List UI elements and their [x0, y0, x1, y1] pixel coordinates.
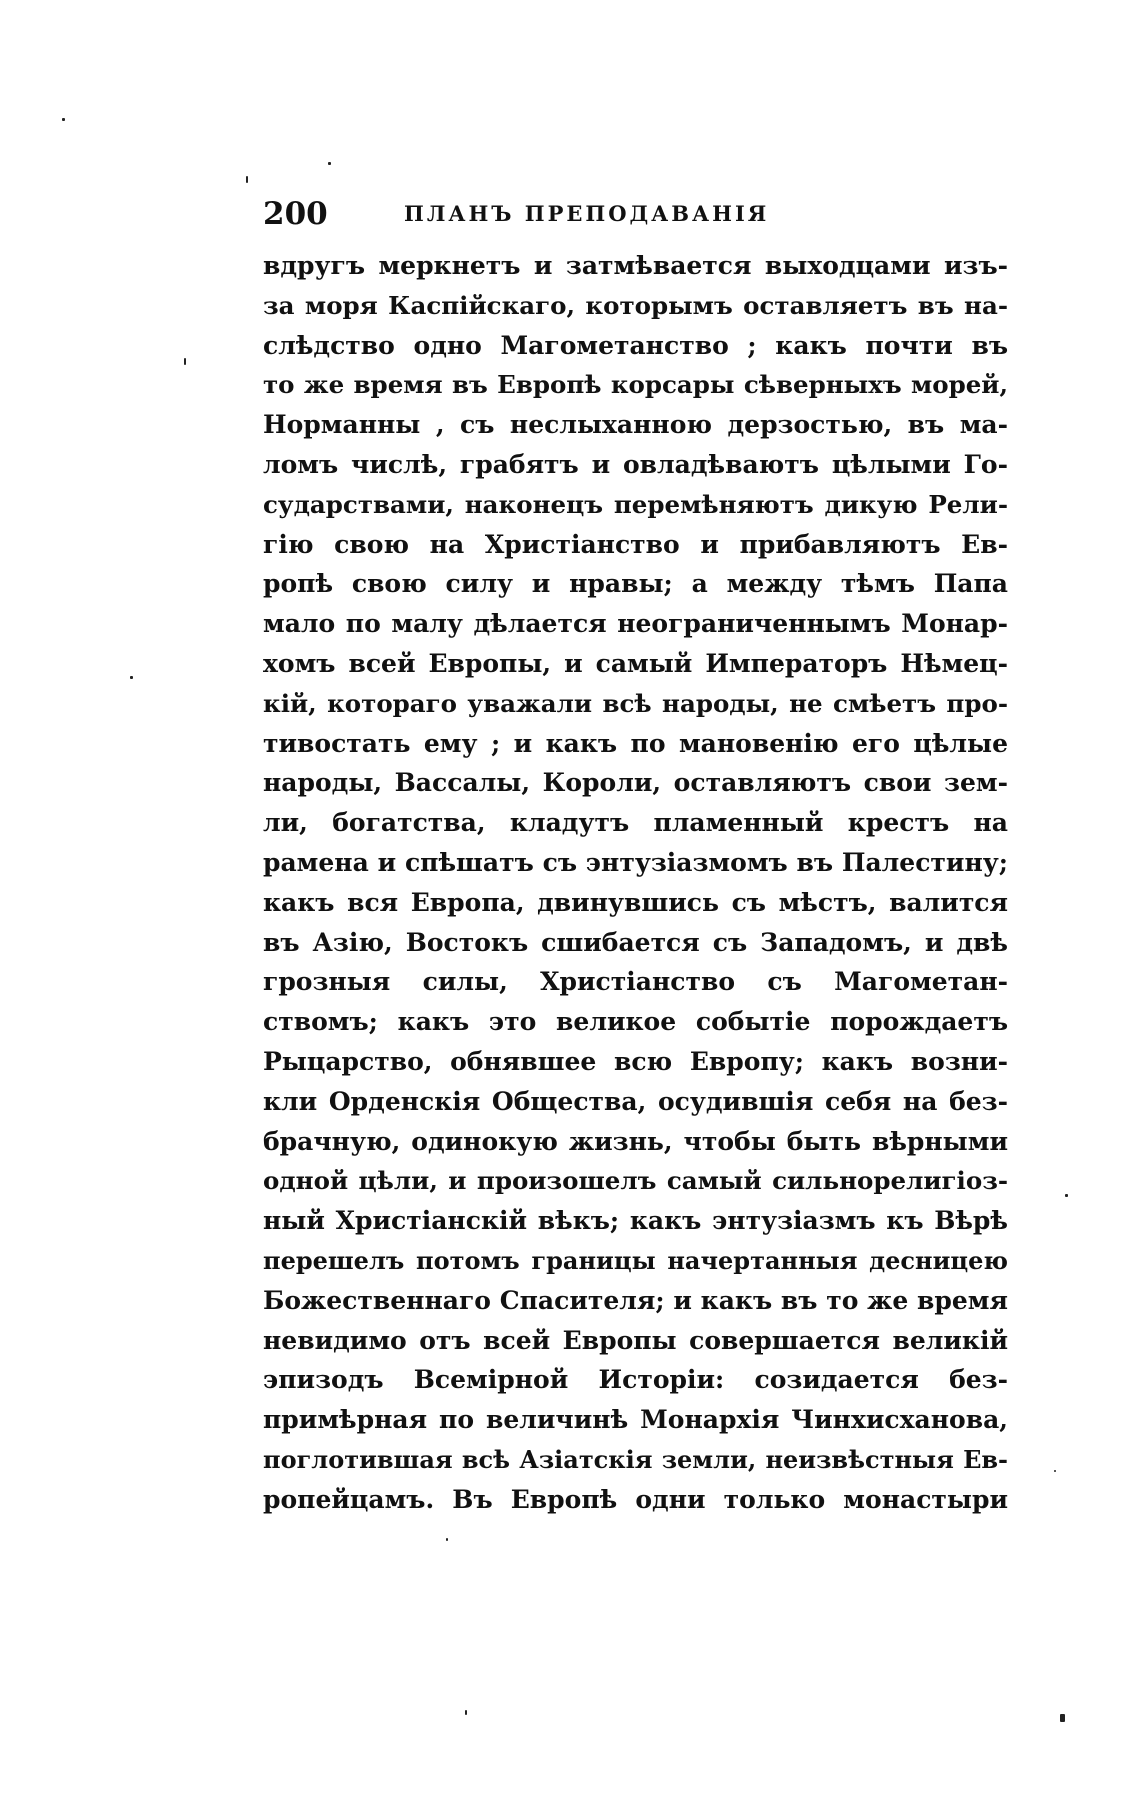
text-line: Норманны , съ неслыханною дерзостью, въ ма-: [263, 410, 1008, 440]
text-line: ропѣ свою силу и нравы; а между тѣмъ Папа: [263, 569, 1008, 599]
scan-speck: [328, 162, 331, 165]
text-line: кли Орденскія Общества, осудившія себя на без-: [263, 1086, 1008, 1116]
text-line: поглотившая всѣ Азіатскія земли, неизвѣстныя Ев-: [263, 1444, 1008, 1474]
scan-speck: [184, 358, 186, 365]
text-line: ломъ числѣ, грабятъ и овладѣваютъ цѣлыми Го-: [263, 449, 1008, 479]
text-line: тивостать ему ; и какъ по мановенію его цѣлые: [263, 728, 1008, 758]
text-line: Божественнаго Спасителя; и какъ въ то же время: [263, 1285, 1008, 1315]
text-line: кій, котораго уважали всѣ народы, не смѣетъ про-: [263, 688, 1008, 718]
scan-speck: [246, 176, 248, 183]
text-line: Рыцарство, обнявшее всю Европу; какъ возни-: [263, 1046, 1008, 1076]
text-line: то же время въ Европѣ корсары сѣверныхъ морей,: [263, 370, 1008, 400]
page-header: [263, 190, 1008, 238]
scan-speck: [446, 1538, 448, 1541]
text-line: ный Христіанскій вѣкъ; какъ энтузіазмъ къ Вѣрѣ: [263, 1206, 1008, 1236]
text-line: брачную, одинокую жизнь, чтобы быть вѣрными: [263, 1126, 1008, 1156]
text-line: какъ вся Европа, двинувшись съ мѣстъ, валится: [263, 887, 1008, 917]
text-line: мало по малу дѣлается неограниченнымъ Монар-: [263, 609, 1008, 639]
text-line: ли, богатства, кладутъ пламенный крестъ на: [263, 808, 1008, 838]
scan-speck: [465, 1710, 467, 1715]
text-line: грозныя силы, Христіанство съ Магометан-: [263, 967, 1008, 997]
text-line: одной цѣли, и произошелъ самый сильнорелигіоз-: [263, 1166, 1008, 1196]
text-line: рамена и спѣшатъ съ энтузіазмомъ въ Палестину;: [263, 847, 1008, 877]
running-title: ПЛАНЪ ПРЕПОДАВАНІЯ: [404, 201, 770, 226]
text-line: невидимо отъ всей Европы совершается великій: [263, 1325, 1008, 1355]
scan-speck: [1065, 1194, 1068, 1197]
text-line: хомъ всей Европы, и самый Императоръ Нѣмец-: [263, 648, 1008, 678]
scan-speck: [1054, 1470, 1056, 1472]
text-line: перешелъ потомъ границы начертанныя десницею: [263, 1245, 1008, 1275]
text-line: примѣрная по величинѣ Монархія Чинхисханова,: [263, 1405, 1008, 1435]
text-line: гію свою на Христіанство и прибавляютъ Ев-: [263, 529, 1008, 559]
text-line: сударствами, наконецъ перемѣняютъ дикую Рели-: [263, 489, 1008, 519]
text-line: ропейцамъ. Въ Европѣ одни только монастыри: [263, 1484, 1008, 1514]
text-line: за моря Каспійскаго, которымъ оставляетъ въ на-: [263, 290, 1008, 320]
page-number: 200: [263, 196, 328, 232]
text-line: народы, Вассалы, Короли, оставляютъ свои зем-: [263, 768, 1008, 798]
scan-speck: [130, 676, 133, 679]
scan-speck: [1060, 1714, 1065, 1722]
body-text: [263, 246, 1008, 1520]
text-line: вдругъ меркнетъ и затмѣвается выходцами изъ-: [263, 251, 1008, 280]
text-line: эпизодъ Всемірной Исторіи: созидается без-: [263, 1365, 1008, 1395]
text-line: ствомъ; какъ это великое событіе порождаетъ: [263, 1007, 1008, 1037]
text-line: въ Азію, Востокъ сшибается съ Западомъ, и двѣ: [263, 927, 1008, 957]
text-line: слѣдство одно Магометанство ; какъ почти въ: [263, 330, 1008, 360]
scan-speck: [62, 118, 65, 121]
